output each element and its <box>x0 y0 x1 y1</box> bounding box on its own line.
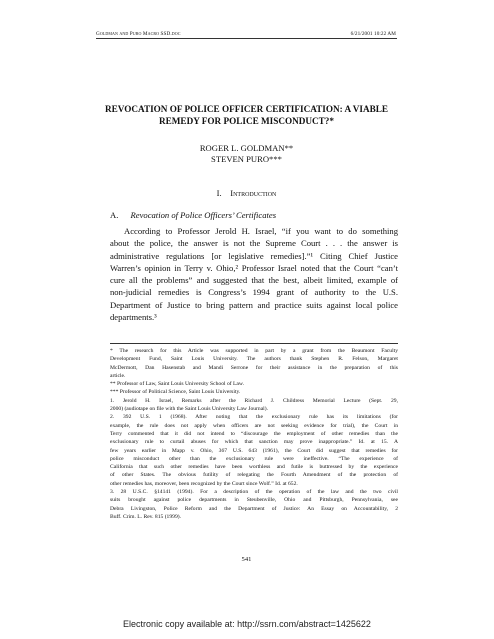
paragraph-line: about the police, the answer is not the Supreme Court . . . the answer is <box>110 238 398 249</box>
paragraph-line: non-judicial remedies is Congress’s 1994 grant of authority to the U.S. <box>110 287 398 298</box>
header-filename: Goldman and Puro Macro SSD.doc <box>96 31 181 37</box>
footnote-star <box>110 347 398 380</box>
footnote-line: other remedies has, moreover, been recognized by the Court since Wolf.” Id. at 652. <box>110 480 298 487</box>
header-rule <box>96 38 397 39</box>
title-line-1: REVOCATION OF POLICE OFFICER CERTIFICATION: A VIABLE <box>105 104 388 114</box>
footnote-1 <box>110 397 398 414</box>
paragraph-line: cure all the problems” and suggested that the best, albeit limited, example of <box>110 275 398 286</box>
section-number: I. <box>216 188 222 198</box>
footnote-line: article. <box>110 372 126 379</box>
page-number: 541 <box>241 556 252 563</box>
subsection-letter: A. <box>110 210 119 220</box>
footnote-line: Terry commented that it did not intend to “discourage the employment of other remedies than the <box>110 430 398 437</box>
footnote-triple-star <box>110 388 398 396</box>
paragraph-line: Warren’s opinion in Terry v. Ohio,² Professor Israel noted that the Court “can’t <box>110 262 398 273</box>
footnote-3 <box>110 488 398 521</box>
footnote-line: *** Professor of Political Science, Saint Louis University. <box>110 389 241 396</box>
footnote-line: California that such other remedies have been worthless and futile is buttressed by the experience <box>110 464 398 471</box>
paragraph-line: Department of Justice to bring pattern and practice suits against local police <box>110 299 398 310</box>
title-line-2: REMEDY FOR POLICE MISCONDUCT?* <box>159 116 334 126</box>
footnote-line: ** Professor of Law, Saint Louis University School of Law. <box>110 381 244 388</box>
footnote-line: Buff. Crim. L. Rev. 815 (1999). <box>110 513 182 520</box>
article-title <box>96 103 397 127</box>
footnote-line: few years earlier in Mapp v. Ohio, 367 U.S. 643 (1961), the Court did suggest that remedies for <box>110 447 398 454</box>
footnotes <box>110 347 398 521</box>
footnote-line: exclusionary rule to curtail abuses for which that sanction may prove inappropriate.” Id. at 15. A <box>110 439 398 446</box>
author-block <box>96 143 397 165</box>
footnote-line: of other States. The obvious futility of relegating the Fourth Amendment of the protection of <box>110 472 398 479</box>
footnote-line: 2. 392 U.S. 1 (1968). After noting that the exclusionary rule has its limitations (for <box>110 414 398 421</box>
footnote-2 <box>110 413 398 488</box>
section-title: Introduction <box>230 188 277 198</box>
author-name-1: ROGER L. GOLDMAN** <box>199 143 294 153</box>
section-heading <box>96 188 397 198</box>
author-name-2: STEVEN PURO*** <box>211 154 282 164</box>
footnote-line: 3. 28 U.S.C. §14141 (1994). For a description of the operation of the law and the two civil <box>110 489 398 496</box>
footnote-line: example, the rule does not apply when officers are not seeking evidence for trial), the Court in <box>110 422 398 429</box>
ssrn-availability-notice: Electronic copy available at: http://ssrn.com/abstract=1425622 <box>123 619 371 629</box>
body-paragraph <box>110 225 398 323</box>
footnote-line: * The research for this Article was supported in part by a grant from the Beaumont Faculty <box>110 348 398 354</box>
footnote-line: suits brought against police departments in Steubenville, Ohio and Pittsburgh, Pennsylvania, see <box>110 497 398 504</box>
paragraph-line: According to Professor Jerold H. Israel, “if you want to do something <box>124 226 398 236</box>
footnote-double-star <box>110 380 398 388</box>
header-timestamp: 6/21/2001 10:22 AM <box>350 31 396 37</box>
running-header <box>96 31 396 41</box>
footnote-line: police misconduct other than the exclusionary rule were ineffective. “The experience of <box>110 455 398 462</box>
footnote-rule <box>110 343 398 344</box>
footnote-line: Development Fund, Saint Louis University. The authors thank Stephen R. Felson, Margaret <box>110 356 398 363</box>
subsection-heading <box>110 210 276 220</box>
footnote-line: Debra Livingston, Police Reform and the Department of Justice: An Essay on Accountability, 2 <box>110 505 398 512</box>
subsection-title: Revocation of Police Officers’ Certificates <box>130 210 277 220</box>
paragraph-line: administrative regulations [or legislative remedies].”¹ Citing Chief Justice <box>110 250 398 261</box>
footnote-line: 2000) (audiotape on file with the Saint Louis University Law Journal). <box>110 406 268 413</box>
paragraph-line: departments.³ <box>110 312 157 323</box>
footnote-line: McDermott, Dan Hasenstab and Mandi Serrone for their assistance in the preparation of this <box>110 364 398 371</box>
footnote-line: 1. Jerold H. Israel, Remarks after the Richard J. Childress Memorial Lecture (Sept. 29, <box>110 397 398 404</box>
